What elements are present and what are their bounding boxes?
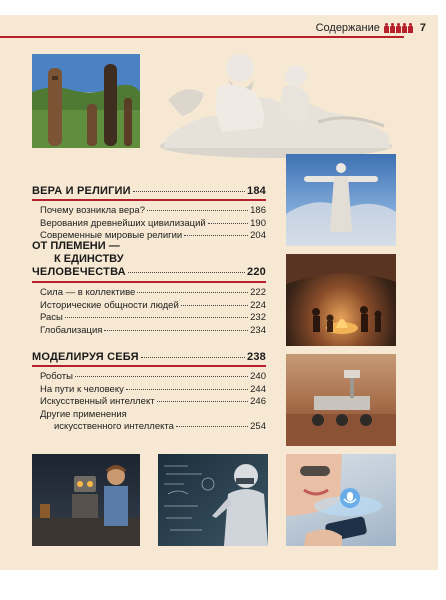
toc-section-heading[interactable] bbox=[32, 350, 266, 365]
toc-item-label: На пути к человеку bbox=[40, 383, 124, 395]
woman-voice-assistant-photo bbox=[286, 454, 396, 546]
cave-scene-illustration bbox=[286, 254, 396, 346]
leader-dots bbox=[133, 191, 245, 192]
toc-item-page: 240 bbox=[250, 371, 266, 382]
toc-item-multiline[interactable] bbox=[32, 409, 266, 434]
leader-dots bbox=[181, 305, 248, 306]
wooden-idols-photo bbox=[32, 54, 140, 148]
section-title: МОДЕЛИРУЯ СЕБЯ bbox=[32, 351, 139, 363]
section-title-line: К ЕДИНСТВУ bbox=[54, 253, 124, 265]
toc-item[interactable] bbox=[32, 218, 266, 231]
toc-item-page: 204 bbox=[250, 230, 266, 241]
toc-item[interactable] bbox=[32, 300, 266, 313]
section-title: ВЕРА И РЕЛИГИИ bbox=[32, 185, 131, 197]
section-rule bbox=[32, 281, 266, 283]
toc-item[interactable] bbox=[32, 371, 266, 384]
toc-item-label: Искусственный интеллект bbox=[40, 396, 155, 407]
section-page: 220 bbox=[247, 266, 266, 278]
toc-item-label: Сила — в коллективе bbox=[40, 287, 136, 298]
wooden-idols-illustration bbox=[32, 54, 140, 148]
ai-robot-chalkboard-photo bbox=[158, 454, 268, 546]
toc-item-label: Современные мировые религии bbox=[40, 230, 183, 241]
toc-item[interactable] bbox=[32, 384, 266, 397]
toc-section-heading[interactable] bbox=[32, 266, 266, 279]
robot-chalkboard-illustration bbox=[158, 454, 268, 546]
leader-dots bbox=[75, 376, 248, 377]
page-title: Содержание bbox=[315, 22, 380, 34]
christ-redeemer-photo bbox=[286, 154, 396, 246]
zeus-statue-photo bbox=[158, 42, 394, 160]
toc-item-row bbox=[40, 421, 266, 434]
toc-item[interactable] bbox=[32, 325, 266, 338]
toc-item-page: 232 bbox=[250, 312, 266, 323]
leader-dots bbox=[104, 330, 248, 331]
toc-item-page: 186 bbox=[250, 205, 266, 216]
leader-dots bbox=[126, 389, 248, 390]
leader-dots bbox=[208, 223, 248, 224]
section-rule bbox=[32, 365, 266, 367]
toc-item-label: Верования древнейших цивилизаций bbox=[40, 217, 206, 229]
toc-item-label: Роботы bbox=[40, 371, 73, 382]
toc-item-label: Глобализация bbox=[40, 324, 103, 336]
page-header bbox=[290, 17, 426, 39]
toc-item-page: 224 bbox=[250, 299, 266, 311]
toc-section-modeling bbox=[32, 350, 266, 434]
leader-dots bbox=[65, 317, 248, 318]
toc-item[interactable] bbox=[32, 205, 266, 218]
page-margin-top bbox=[0, 0, 446, 15]
leader-dots bbox=[176, 426, 248, 427]
boy-robot-illustration bbox=[32, 454, 140, 546]
toc-item[interactable] bbox=[32, 312, 266, 325]
section-rule bbox=[32, 199, 266, 201]
page-number: 7 bbox=[419, 22, 426, 34]
toc-item-page: 234 bbox=[250, 324, 266, 336]
leader-dots bbox=[157, 401, 249, 402]
cave-people-photo bbox=[286, 254, 396, 346]
page-margin-right bbox=[438, 0, 446, 600]
leader-dots bbox=[141, 357, 245, 358]
reclining-statue-illustration bbox=[158, 42, 394, 160]
toc-section-heading[interactable] bbox=[32, 184, 266, 199]
toc-item-page: 244 bbox=[250, 383, 266, 395]
leader-dots bbox=[128, 272, 245, 273]
toc-item-page: 222 bbox=[250, 287, 266, 298]
voice-assistant-illustration bbox=[286, 454, 396, 546]
toc-section-faith bbox=[32, 184, 266, 243]
toc-item-label: Почему возникла вера? bbox=[40, 205, 145, 216]
toc-item-label: Исторические общности людей bbox=[40, 299, 179, 311]
rover-illustration bbox=[286, 354, 396, 446]
toc-item-page: 190 bbox=[250, 217, 266, 229]
section-title: ЧЕЛОВЕЧЕСТВА bbox=[32, 266, 126, 278]
toc-item-label-line: искусственного интеллекта bbox=[54, 421, 174, 432]
toc-section-tribes bbox=[32, 240, 266, 337]
leader-dots bbox=[147, 210, 248, 211]
section-title-line: ОТ ПЛЕМЕНИ — bbox=[32, 240, 120, 252]
section-page: 184 bbox=[247, 185, 266, 197]
toc-item[interactable] bbox=[32, 396, 266, 409]
toc-item-page: 246 bbox=[250, 396, 266, 407]
toc-item[interactable] bbox=[32, 287, 266, 300]
toc-item-label: Расы bbox=[40, 312, 63, 323]
page-margin-bottom bbox=[0, 570, 446, 600]
toc-item-label-line: Другие применения bbox=[40, 408, 127, 420]
toc-item-page: 254 bbox=[250, 421, 266, 432]
section-page: 238 bbox=[247, 351, 266, 363]
people-icon bbox=[384, 23, 413, 33]
mars-rover-photo bbox=[286, 354, 396, 446]
leader-dots bbox=[137, 292, 248, 293]
boy-robot-photo bbox=[32, 454, 140, 546]
leader-dots bbox=[184, 235, 248, 236]
christ-statue-illustration bbox=[286, 154, 396, 246]
